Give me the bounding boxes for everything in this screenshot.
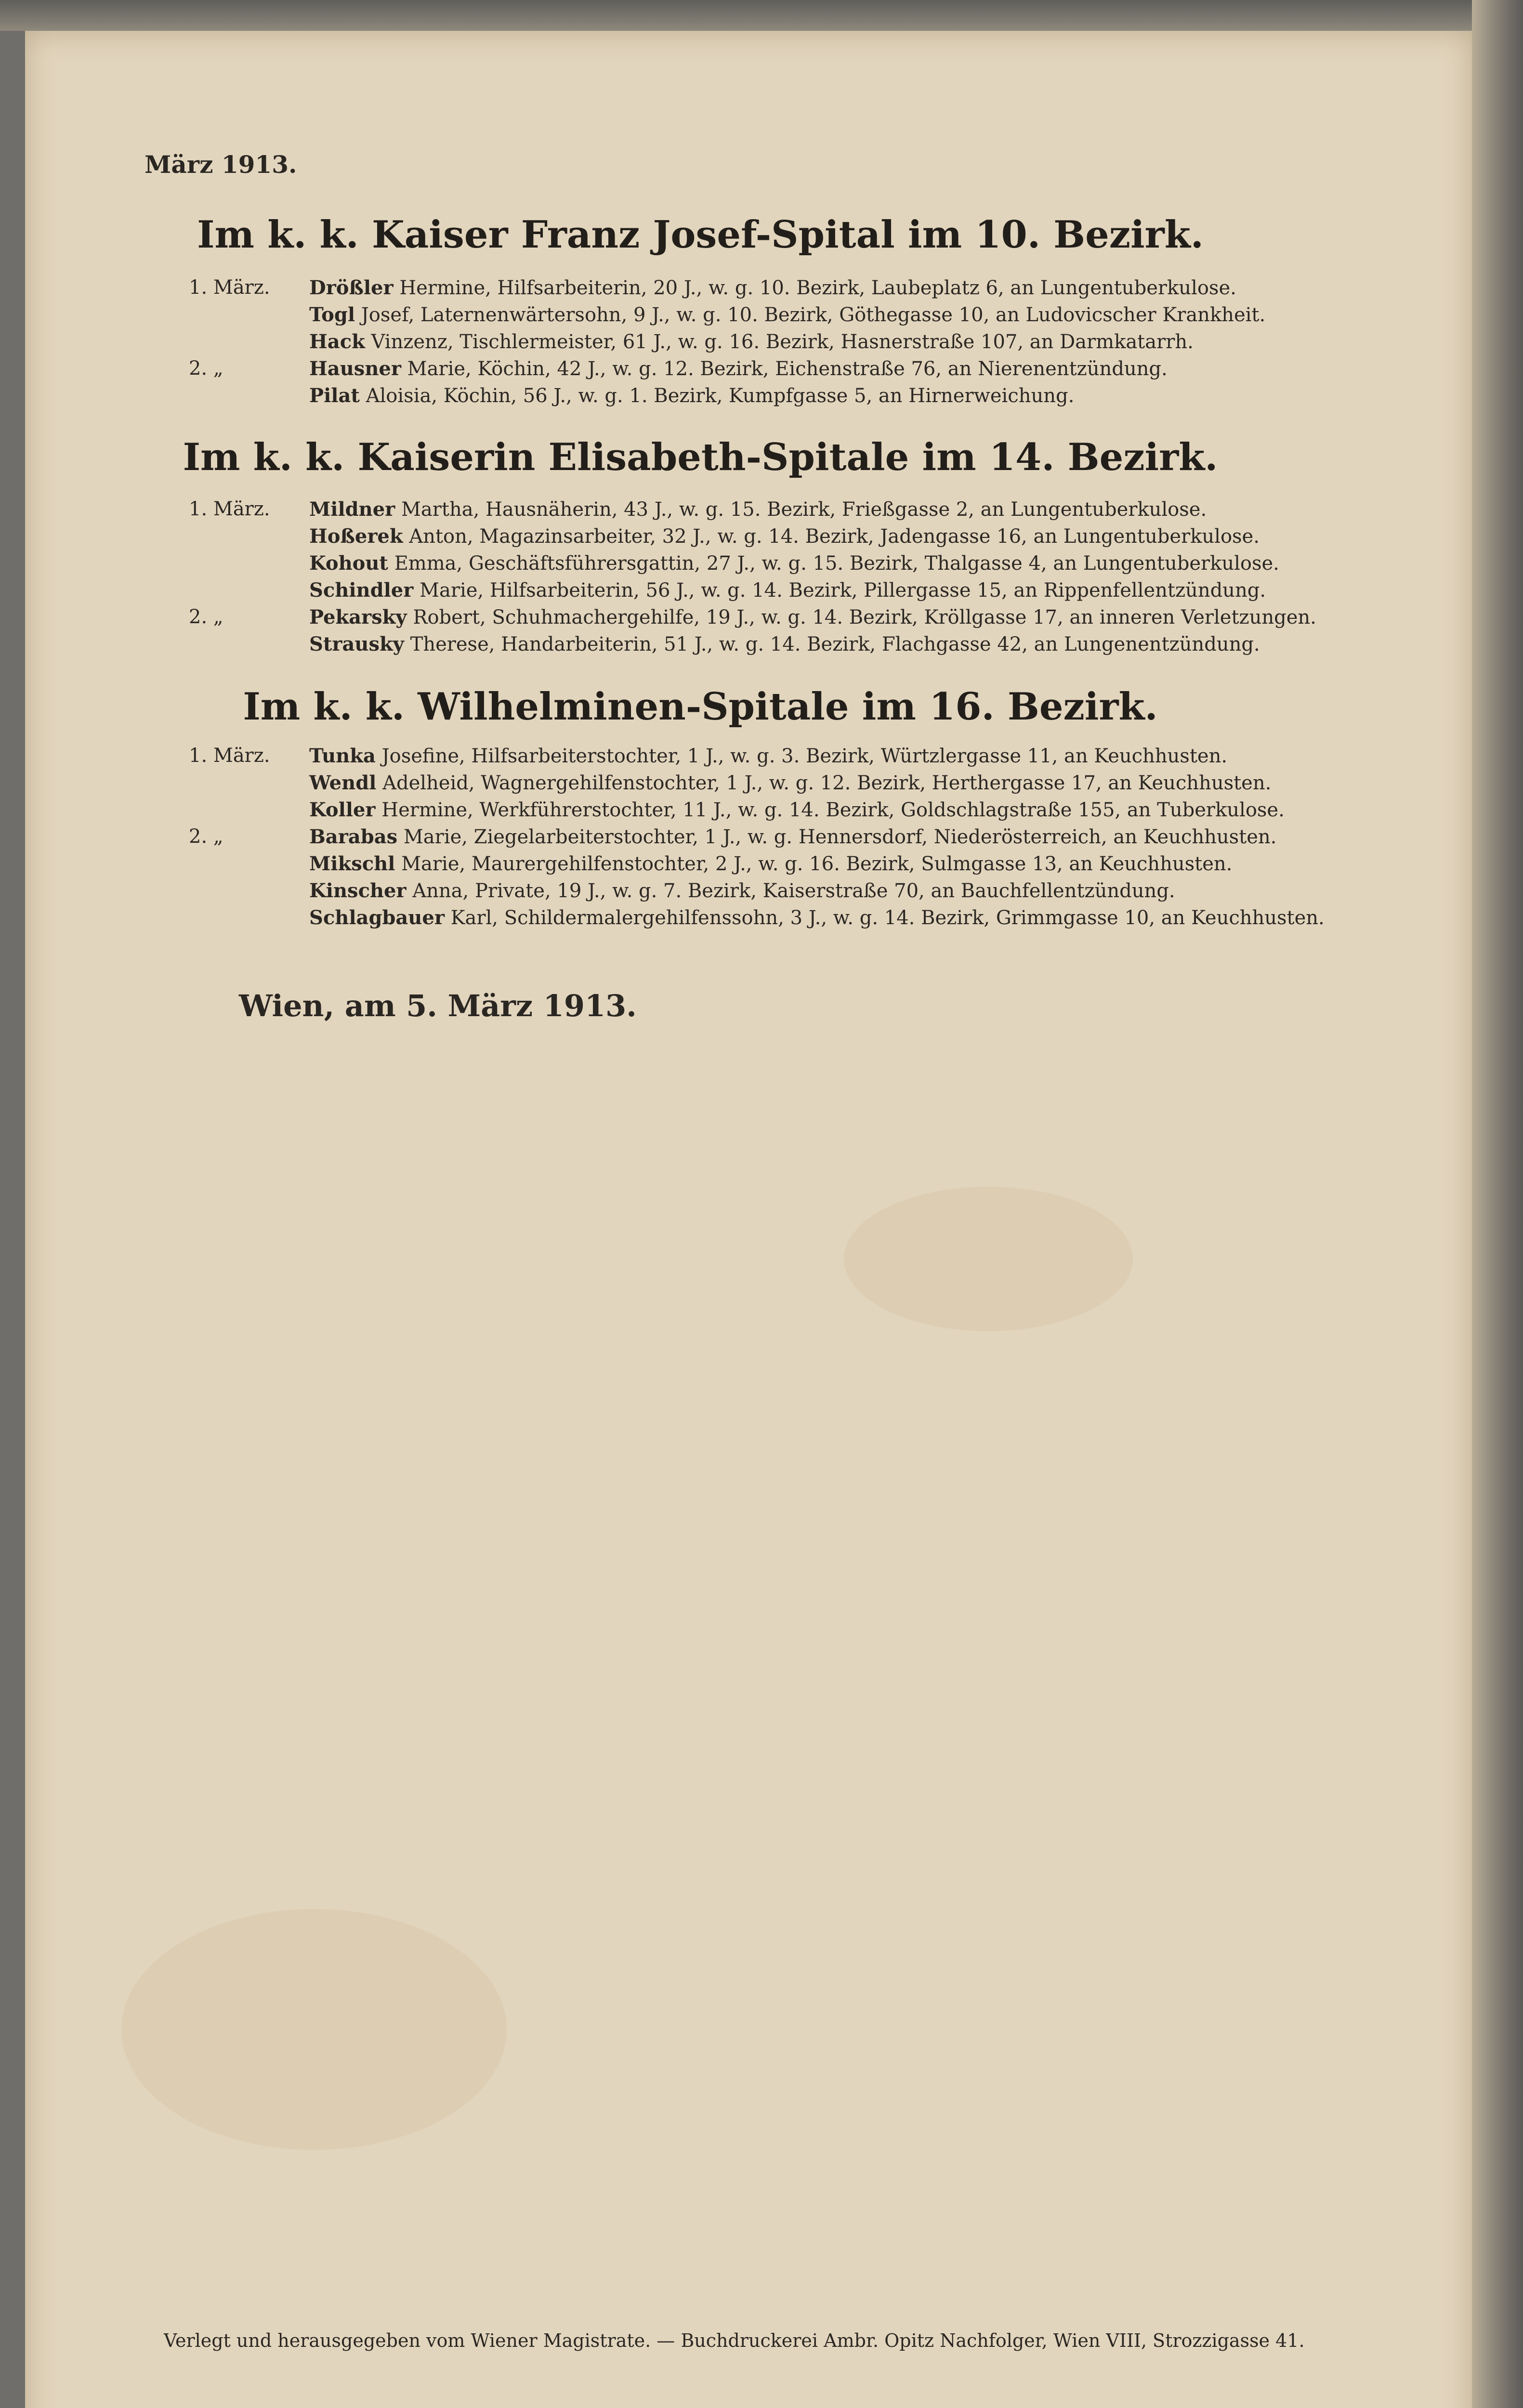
entry-text: [309, 798, 1285, 821]
entry-name: Hack: [309, 330, 365, 353]
entry-text: [309, 357, 1168, 380]
publisher-footer: Verlegt und herausgegeben vom Wiener Magistrate. — Buchdruckerei Ambr. Opitz Nachfolger, Wien VIII, Strozzigasse 41.: [164, 2330, 1305, 2351]
entry-name: Drößler: [309, 276, 394, 299]
entry-name: Togl: [309, 303, 355, 326]
entry-details: Karl, Schildermalergehilfenssohn, 3 J., w. g. 14. Bezirk, Grimmgasse 10, an Keuchhusten.: [450, 907, 1325, 929]
entry-name: Schindler: [309, 579, 414, 602]
entry-details: Aloisia, Köchin, 56 J., w. g. 1. Bezirk, Kumpfgasse 5, an Hirnerweichung.: [366, 385, 1075, 407]
paper-stain: [121, 1909, 507, 2150]
entry-text: [309, 384, 1074, 407]
entry-details: Hermine, Werkführerstochter, 11 J., w. g. 14. Bezirk, Goldschlagstraße 155, an Tuberkulose.: [381, 799, 1285, 821]
entry-text: [309, 906, 1325, 929]
entry-details: Marie, Hilfsarbeiterin, 56 J., w. g. 14. Bezirk, Pillergasse 15, an Rippenfellentzündung.: [420, 579, 1266, 602]
entry-text: [309, 745, 1227, 767]
section-title-franz-josef-spital: Im k. k. Kaiser Franz Josef-Spital im 10. Bezirk.: [197, 213, 1204, 257]
entry-text: [309, 303, 1265, 326]
entry-text: [309, 276, 1236, 299]
entry-name: Pekarsky: [309, 606, 407, 628]
entry-details: Anton, Magazinsarbeiter, 32 J., w. g. 14. Bezirk, Jadengasse 16, an Lungentuberkulose.: [409, 525, 1260, 548]
entry-details: Emma, Geschäftsführersgattin, 27 J., w. g. 15. Bezirk, Thalgasse 4, an Lungentuberkulose.: [394, 552, 1279, 575]
entry-date: 2. „: [189, 825, 223, 848]
closing-place-date: Wien, am 5. März 1913.: [239, 988, 637, 1023]
entry-name: Strausky: [309, 633, 404, 655]
entry-details: Martha, Hausnäherin, 43 J., w. g. 15. Bezirk, Frießgasse 2, an Lungentuberkulose.: [401, 498, 1207, 521]
entry-date: 1. März.: [189, 276, 270, 299]
entry-name: Mikschl: [309, 852, 395, 875]
entry-details: Therese, Handarbeiterin, 51 J., w. g. 14. Bezirk, Flachgasse 42, an Lungenentzündung.: [410, 633, 1260, 655]
entry-name: Kinscher: [309, 879, 407, 902]
entry-date: 1. März.: [189, 745, 270, 767]
entry-details: Josefine, Hilfsarbeiterstochter, 1 J., w. g. 3. Bezirk, Würtzlergasse 11, an Keuchhusten.: [381, 745, 1228, 767]
entry-name: Mildner: [309, 498, 395, 521]
entry-details: Hermine, Hilfsarbeiterin, 20 J., w. g. 10. Bezirk, Laubeplatz 6, an Lungentuberkulose.: [399, 277, 1236, 299]
scan-border-right: [1472, 0, 1523, 2408]
entry-name: Barabas: [309, 825, 398, 848]
entry-details: Marie, Ziegelarbeiterstochter, 1 J., w. g. Hennersdorf, Niederösterreich, an Keuchhusten.: [403, 826, 1277, 848]
entry-details: Adelheid, Wagnergehilfenstochter, 1 J., w. g. 12. Bezirk, Herthergasse 17, an Keuchhusten.: [382, 772, 1272, 794]
entry-details: Marie, Köchin, 42 J., w. g. 12. Bezirk, Eichenstraße 76, an Nierenentzündung.: [407, 358, 1168, 380]
entry-name: Hoßerek: [309, 525, 403, 548]
entry-text: [309, 606, 1316, 628]
entry-details: Josef, Laternenwärtersohn, 9 J., w. g. 10. Bezirk, Göthegasse 10, an Ludovicscher Krankheit.: [361, 304, 1266, 326]
entry-date: 2. „: [189, 606, 223, 628]
section-title-elisabeth-spitale: Im k. k. Kaiserin Elisabeth-Spitale im 14. Bezirk.: [183, 435, 1218, 479]
entry-text: [309, 825, 1276, 848]
month-header: März 1913.: [144, 150, 297, 179]
entry-text: [309, 552, 1279, 575]
entry-date: 2. „: [189, 357, 223, 380]
entry-text: [309, 852, 1232, 875]
entry-text: [309, 498, 1207, 521]
entry-date: 1. März.: [189, 498, 270, 520]
entry-name: Pilat: [309, 384, 360, 407]
entry-name: Kohout: [309, 552, 388, 575]
scan-border-top: [0, 0, 1523, 31]
entry-name: Hausner: [309, 357, 401, 380]
entry-name: Koller: [309, 798, 376, 821]
entry-text: [309, 579, 1266, 602]
paper-stain: [844, 1187, 1133, 1331]
entry-name: Wendl: [309, 772, 377, 794]
entry-details: Marie, Maurergehilfenstochter, 2 J., w. g. 16. Bezirk, Sulmgasse 13, an Keuchhusten.: [401, 853, 1233, 875]
entry-text: [309, 525, 1260, 548]
entry-text: [309, 772, 1271, 794]
entry-name: Schlagbauer: [309, 906, 445, 929]
entry-details: Anna, Private, 19 J., w. g. 7. Bezirk, Kaiserstraße 70, an Bauchfellentzündung.: [412, 880, 1175, 902]
entry-text: [309, 330, 1194, 353]
entry-details: Vinzenz, Tischlermeister, 61 J., w. g. 16. Bezirk, Hasnerstraße 107, an Darmkatarrh.: [371, 331, 1194, 353]
entry-text: [309, 879, 1175, 902]
entry-text: [309, 633, 1260, 655]
entry-details: Robert, Schuhmachergehilfe, 19 J., w. g. 14. Bezirk, Kröllgasse 17, an inneren Verletzungen.: [413, 606, 1316, 628]
section-title-wilhelminen-spitale: Im k. k. Wilhelminen-Spitale im 16. Bezirk.: [243, 685, 1158, 729]
entry-name: Tunka: [309, 745, 376, 767]
